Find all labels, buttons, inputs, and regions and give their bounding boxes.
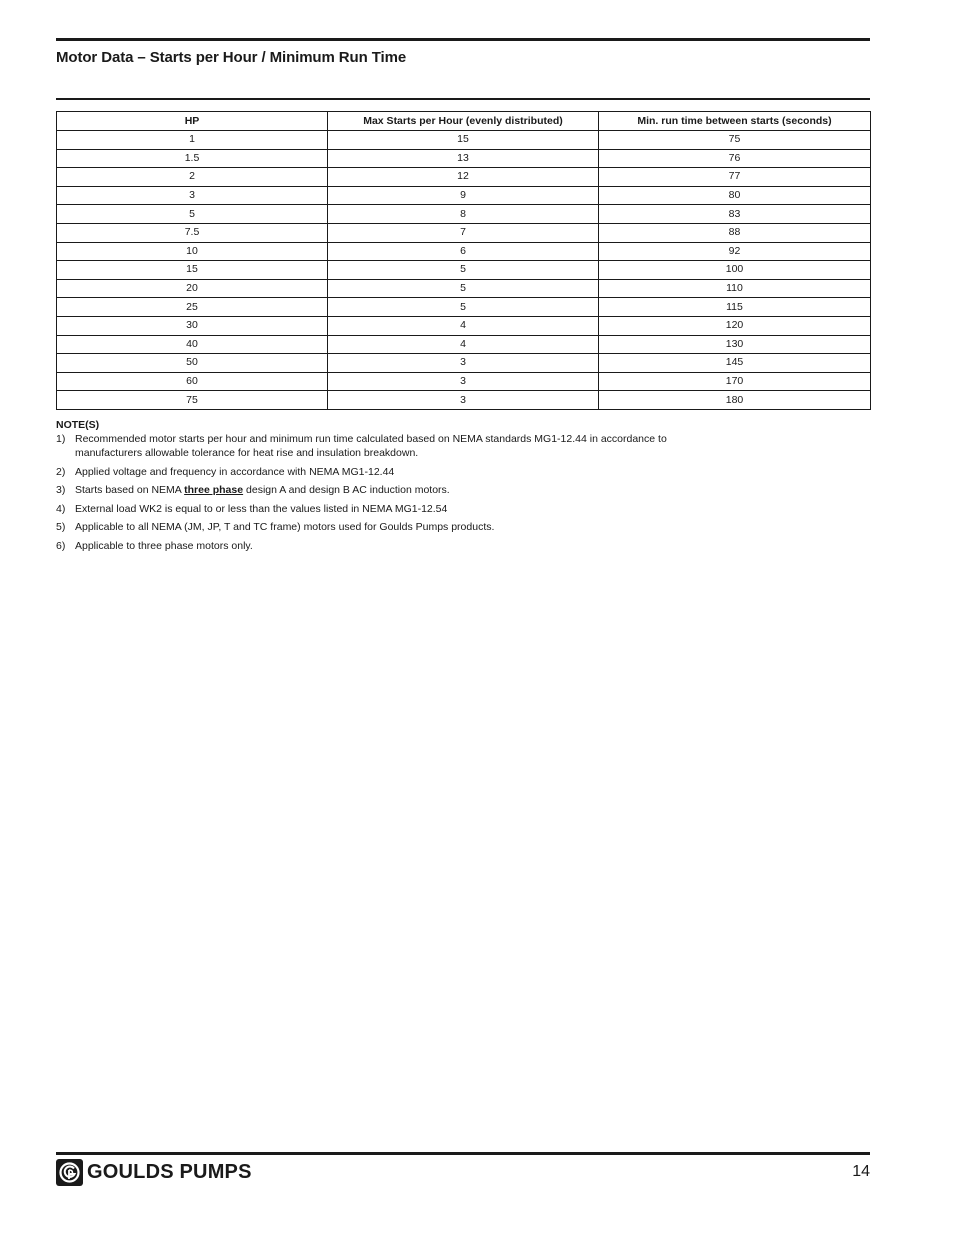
page-number: 14 (852, 1163, 870, 1180)
table-row (57, 298, 871, 317)
table-header-row (57, 112, 871, 131)
note-text: Applicable to all NEMA (JM, JP, T and TC frame) motors used for Goulds Pumps products. (75, 521, 495, 533)
table-row (57, 242, 871, 261)
table-cell: 1 (57, 131, 328, 150)
table-cell: 10 (57, 242, 328, 261)
table-cell: 40 (57, 335, 328, 354)
table-cell: 1.5 (57, 149, 328, 168)
table-row (57, 131, 871, 150)
table-cell: 9 (328, 186, 599, 205)
table-cell: 76 (599, 149, 871, 168)
table-cell: 120 (599, 316, 871, 335)
note-text: Applicable to three phase motors only. (75, 539, 253, 552)
goulds-pumps-logo (56, 1158, 252, 1186)
table-cell: 77 (599, 168, 871, 187)
note-text: Applied voltage and frequency in accordance with NEMA MG1-12.44 (75, 465, 395, 478)
table-row (57, 223, 871, 242)
note-number: 4) (56, 502, 66, 515)
column-header-min-run-time: Min. run time between starts (seconds) (599, 112, 871, 131)
table-cell: 83 (599, 205, 871, 224)
table-cell: 100 (599, 261, 871, 280)
table-row (57, 186, 871, 205)
table-cell: 60 (57, 372, 328, 391)
top-rule (56, 38, 870, 41)
table-cell: 4 (328, 335, 599, 354)
table-cell: 50 (57, 354, 328, 373)
table-row (57, 372, 871, 391)
table-row (57, 354, 871, 373)
table-cell: 145 (599, 354, 871, 373)
note-text: External load WK2 is equal to or less than the values listed in NEMA MG1-12.54 (75, 502, 448, 515)
table-cell: 25 (57, 298, 328, 317)
note-item (56, 483, 756, 497)
table-cell: 20 (57, 279, 328, 298)
table-row (57, 279, 871, 298)
note-emphasis: three phase (184, 484, 244, 496)
table-cell: 12 (328, 168, 599, 187)
table-cell: 3 (57, 186, 328, 205)
table-cell: 4 (328, 316, 599, 335)
section-rule (56, 98, 870, 100)
table-cell: 170 (599, 372, 871, 391)
note-number: 3) (56, 484, 66, 496)
bottom-rule (56, 1152, 870, 1155)
table-cell: 5 (57, 205, 328, 224)
table-cell: 3 (328, 391, 599, 410)
note-item (56, 465, 756, 479)
column-header-hp: HP (57, 112, 328, 131)
table-cell: 5 (328, 261, 599, 280)
column-header-max-starts: Max Starts per Hour (evenly distributed) (328, 112, 599, 131)
table-cell: 7.5 (57, 223, 328, 242)
table-cell: 13 (328, 149, 599, 168)
note-number: 2) (56, 465, 66, 478)
note-item (56, 502, 756, 516)
table-cell: 2 (57, 168, 328, 187)
table-cell: 88 (599, 223, 871, 242)
table-cell: 7 (328, 223, 599, 242)
table-cell: 75 (599, 131, 871, 150)
table-row (57, 205, 871, 224)
note-number: 5) (56, 521, 66, 533)
table-cell: 6 (328, 242, 599, 261)
table-row (57, 316, 871, 335)
note-text: Starts based on NEMA three phase design A and design B AC induction motors. (75, 484, 450, 496)
table-row (57, 168, 871, 187)
table-cell: 75 (57, 391, 328, 410)
notes-section (56, 418, 756, 557)
table-cell: 5 (328, 298, 599, 317)
table-cell: 110 (599, 279, 871, 298)
table-row (57, 149, 871, 168)
note-item (56, 432, 756, 460)
table-cell: 180 (599, 391, 871, 410)
table-cell: 3 (328, 354, 599, 373)
note-text: Recommended motor starts per hour and minimum run time calculated based on NEMA standards MG1-12.44 in accordance to manufacturers allowable tolerance for heat rise and insulation breakdown. (75, 433, 667, 459)
table-cell: 3 (328, 372, 599, 391)
table-cell: 5 (328, 279, 599, 298)
table-cell: 130 (599, 335, 871, 354)
goulds-gp-logo-icon (56, 1159, 83, 1186)
note-item (56, 520, 756, 534)
logo-text: GOULDS PUMPS (87, 1160, 252, 1183)
table-cell: 80 (599, 186, 871, 205)
table-row (57, 391, 871, 410)
motor-data-table (56, 111, 871, 410)
table-row (57, 335, 871, 354)
table-cell: 8 (328, 205, 599, 224)
notes-heading: NOTE(S) (56, 419, 100, 431)
table-cell: 30 (57, 316, 328, 335)
note-number: 1) (56, 433, 66, 445)
note-item (56, 539, 756, 553)
table-cell: 92 (599, 242, 871, 261)
table-cell: 115 (599, 298, 871, 317)
table-cell: 15 (57, 261, 328, 280)
note-number: 6) (56, 539, 66, 552)
page-title: Motor Data – Starts per Hour / Minimum Run Time (56, 49, 407, 66)
table-cell: 15 (328, 131, 599, 150)
table-row (57, 261, 871, 280)
